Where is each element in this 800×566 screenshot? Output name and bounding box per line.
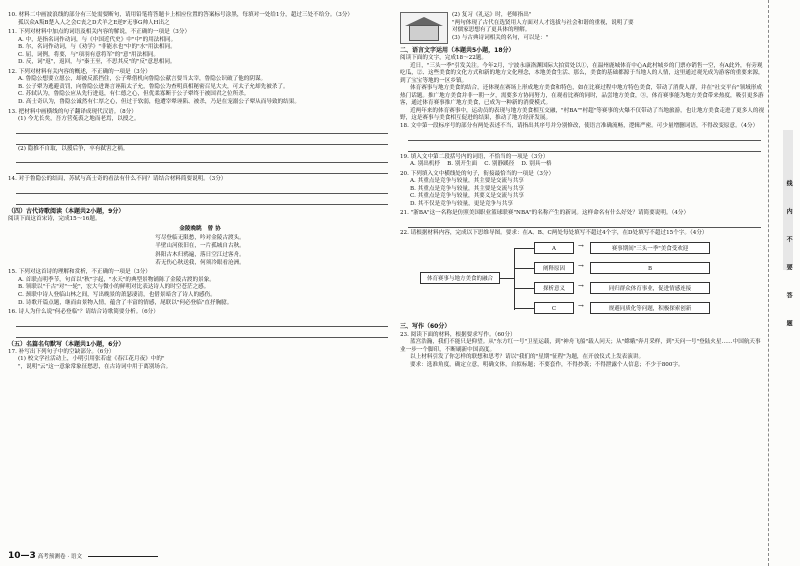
section-4-intro: 阅读下面这首宋诗，完成15～16题。 xyxy=(8,215,101,222)
question-15 xyxy=(8,269,392,307)
question-23-text: 23. 阅读下面的材料，根据要求写作。（60分） xyxy=(400,331,516,338)
poem-line-2b: 一片孤城自古秋。 xyxy=(200,243,245,250)
question-10 xyxy=(8,12,392,27)
option-b: B. 领联以"千古"对"一轮"，宏大与微小的鲜明对比表达诗人的时空苍茫之感。 xyxy=(18,284,210,291)
essay-prompt xyxy=(400,332,765,370)
question-17-part-2-end: 对儒家思想有了更具体的理解。 xyxy=(452,27,531,34)
question-17-part-2: "，说明"云"这一意象常象征愁思，在古诗词中用于离别场合。 xyxy=(18,363,172,370)
mind-map xyxy=(400,240,765,320)
option-b: B. 公子翚为逃避责罚，向鲁隐公进谗言诬陷太子允，鲁隐公为查明真相秘密召见大夫，可太子允却先被杀了。 xyxy=(18,83,289,90)
essay-paragraph-2: 以上材料引发了你怎样的联想和思考？请以"我们的"星期"征程"为题，在开放仪式上发表演讲。 xyxy=(410,354,645,361)
illustration xyxy=(400,12,448,44)
essay-requirements: 要求：选准角度，确定立意，明确文体，自拟标题；不要套作，不得抄袭；不得泄露个人信息；不少于800字。 xyxy=(410,361,684,368)
poem-title-line xyxy=(8,225,392,233)
connector xyxy=(514,308,534,309)
answer-line[interactable] xyxy=(408,218,761,228)
section-5-title: （五）名篇名句默写（本题共1小题，6分） xyxy=(8,340,125,348)
question-17-part-1: (1) 校文学社活动上，小明引用张若虚《春江花月夜》中的" xyxy=(18,356,165,363)
option-c: C. 苏轼认为，鲁隐公应从先行进退，有仁德之心，但优柔寡断于公子翚终于被国君之位所杀。 xyxy=(18,91,250,98)
option-c: C. 颈联中诗人登临山林之间，写出晚景的萧瑟凄清，也借景暗含了诗人的感伤。 xyxy=(18,291,216,298)
question-10-text: 10. 材料二中画波浪线的部分有三处需要断句，请用铅笔将答题卡上相应位置的答案标号涂黑，每填对一处给1分，超过三处不给分。（3分） xyxy=(8,12,354,18)
option-d: D. 诗歌开篇点题，继而由景物入情，蕴含了丰富的情感，尾联以"何必登临"直抒胸臆。 xyxy=(18,299,233,306)
option-a: A. 首联点明季节，句首以"秋"字起，"水天"的典型景物铺陈了金陵古渡的景象。 xyxy=(18,276,215,283)
question-16 xyxy=(8,309,392,338)
arrow-right-icon: → xyxy=(578,262,584,271)
question-13-part-1: (1) 今尤长矣，吾方营菟裘之地而老焉，以授之。 xyxy=(18,116,140,123)
question-17-part-2-continued: "两句体现了古代在选贤用人方面对人才选拔与社会和谐的重视，说明了要 xyxy=(452,19,634,26)
page-footer xyxy=(8,550,158,562)
binding-notice: 线 内 不 要 答 题 xyxy=(785,180,793,337)
question-17 xyxy=(8,349,392,372)
question-10-passage: 孤以众A叛B楚入人之会C丧之D犬羊之E逆F无事G帅人H出之 xyxy=(18,19,170,26)
question-21 xyxy=(400,210,765,228)
poem-title: 金陵晚眺 xyxy=(179,226,202,233)
page-number: 10—3 xyxy=(8,550,36,561)
option-a: A. 鲁隐公想要立愿公，却被反派挡住，公子翚借机向鲁隐公献言要当太宰，鲁隐公识破了他的阴谋。 xyxy=(18,76,267,83)
answer-line[interactable] xyxy=(16,164,388,174)
option-d: D. 高士奇认为，鲁隐公诚然有仁厚之心，但过于软弱，他遭宰翚诬陷、被杀，乃是在宠溺公子翚从而导致的结果。 xyxy=(18,99,300,106)
left-column xyxy=(8,12,392,373)
question-13 xyxy=(8,109,392,175)
answer-line[interactable] xyxy=(16,124,388,134)
question-14-text: 14. 对于鲁隐公的结局，苏轼与高士奇的看法有什么不同？请结合材料简要说明。（3分） xyxy=(8,176,227,183)
mind-map-box-c-detail: 规避同质化等问题，积极探索创新 xyxy=(590,302,710,314)
footer-rule xyxy=(88,556,158,557)
option-a: A. 别出机杼 xyxy=(410,161,440,168)
question-22-text: 22. 请根据材料内容，完成以下思维导图。要求：在A、B、C两处每处填写不超过4个字，在D处填写不超过15个字。（4分） xyxy=(400,229,708,236)
answer-line[interactable] xyxy=(16,328,388,338)
answer-line[interactable] xyxy=(16,195,388,205)
question-17-part-2-start: (2) 复习《礼运》时，老师指出" xyxy=(452,12,532,18)
answer-line[interactable] xyxy=(16,184,388,194)
essay-paragraph-1: 蓝宫浩瀚，我们不能只是仰望。从"东方红一号"卫星运载，到"神舟飞船"载人问天；从"嫦娥"奔月采样，到"天问一号"登陆火星……中国航天事业一步一个脚印，不断刷新中国高度。 xyxy=(400,339,761,353)
poem xyxy=(8,225,392,267)
answer-line[interactable] xyxy=(16,317,388,327)
poem-line-2a: 半壁山河依旧在， xyxy=(155,243,200,250)
question-20-text: 20. 下列填入文中横线处的句子，衔接最恰当的一项是（3分） xyxy=(400,170,555,177)
arrow-right-icon: → xyxy=(578,282,584,291)
passage-paragraph-3: 近两年来的体育赛事中，运动员的表现与地方美食相互交融，"村BA""村超"等赛事的火爆不仅带动了当地旅游，也让地方美食走进了更多人的视野，这是赛事与美食相互促进的结果，推动了地方经济发展。 xyxy=(400,107,765,122)
question-15-text: 15. 下列对这首诗的理解和赏析，不正确的一项是（3分） xyxy=(8,269,151,276)
question-16-text: 16. 诗人为什么说"何必登临"？请结合诗歌简要分析。（6分） xyxy=(8,309,159,316)
answer-line[interactable] xyxy=(16,153,388,163)
question-22 xyxy=(400,230,765,321)
option-b: B. 尔，名词作动词，与《劝学》"非能水也"中的"水"用法相同。 xyxy=(18,44,176,51)
question-14 xyxy=(8,176,392,205)
arrow-right-icon: → xyxy=(578,302,584,311)
section-2-title: 二、语言文字运用（本题共5小题，18分） xyxy=(400,47,515,54)
mind-map-box-a[interactable]: A xyxy=(534,242,574,254)
question-19 xyxy=(400,154,765,169)
answer-line[interactable] xyxy=(16,135,388,145)
footer-label: 高考预测卷 · 语文 xyxy=(37,553,83,560)
poem-line-1 xyxy=(8,234,392,242)
section-4-title: （四）古代诗歌阅读（本题共2小题，9分） xyxy=(8,207,125,215)
passage-paragraph-1: 近日，"三头一季"引发关注。今年2月，宁波永康洛渊国际大拍赏处以①，在温州鹿城体育中心A此村城乡的门票亦销售一空，有A此外，有旁观吃瓜，②、这些美食的文化方式和新的地方文化理念，本地美食生活、那么，美食的基础都源于当地人的人情，这里通过观光成为游客的重要来源，到了宝宝等地的一区乡镇。 xyxy=(400,62,764,84)
option-c: C. 别静蹊径 xyxy=(484,161,515,168)
poem-line-3a: 斜阳古木归鸦遍， xyxy=(155,251,200,258)
option-d: D. 其不仅是竞争与较量，更是竞争与共享 xyxy=(410,200,513,207)
poem-line-4 xyxy=(8,259,392,267)
question-11 xyxy=(8,29,392,67)
right-column xyxy=(400,12,765,369)
mind-map-box-meaning-detail: 同归群众体育事业，促进情感连接 xyxy=(590,282,710,294)
poem-line-4b: 何须冷眼看沧洲。 xyxy=(200,259,245,266)
question-13-text: 13. 把材料中画横线的句子翻译成现代汉语。（8分） xyxy=(8,108,137,115)
house-shape xyxy=(409,25,439,41)
answer-line[interactable] xyxy=(408,142,761,152)
question-12 xyxy=(8,69,392,107)
poem-line-1a: 写尽登临无限愁， xyxy=(155,234,200,241)
connector xyxy=(514,288,534,289)
question-18-text: 18. 文中第一段标序号的部分有两处表述不当，请指出其序号并分别修改，使语言准确流畅，逻辑严密。可少量增删词语，不得改变原意。（4分） xyxy=(400,123,759,130)
answer-line[interactable] xyxy=(408,131,761,141)
option-a: A. 中，是指名词作动词，与《中国近代史》中"中"的用法相同。 xyxy=(18,36,177,43)
mind-map-box-meaning: 探析意义 xyxy=(534,282,574,294)
connector xyxy=(500,278,514,279)
question-12-text: 12. 下列对材料有关内容的概述，不正确的一项是（3分） xyxy=(8,68,151,75)
option-d: D. 反，词"返"，返回，与"秦王至，不思其反"的"反"意思相同。 xyxy=(18,59,176,66)
option-b: B. 其重点是竞争与较量，其主要是交流与共享 xyxy=(410,185,524,192)
option-c: C. 屈，词例，将要，与"项羽有意将军"的"意"用法相同。 xyxy=(18,51,159,58)
question-18 xyxy=(400,123,765,152)
mind-map-box-a-detail: 赛事期间"三头一季"美食受欢迎 xyxy=(590,242,710,254)
mind-map-box-reason: 阐释原因 xyxy=(534,262,574,274)
question-19-text: 19. 填入文中第二段括号内的词语，不恰当的一项是（3分） xyxy=(400,153,549,160)
poem-author: 曾 协 xyxy=(207,226,221,233)
question-13-part-2: (2) 隐推不自取，以援后争，卒有弑害之祸。 xyxy=(18,145,129,152)
question-21-text: 21. "浙BA"这一名称是仿照美国职业篮球联赛"NBA"的名称产生的新词。这样命名有什么好处？请简要说明。（4分） xyxy=(400,210,690,217)
poem-line-2 xyxy=(8,242,392,250)
question-17-part-3: (3) 与古典诗词相关的名句，可以是：" xyxy=(452,34,549,41)
question-17-continued xyxy=(400,12,765,44)
poem-line-3b: 落日空江过客舟。 xyxy=(200,251,245,258)
poem-line-1b: 吟对金陵古渡头。 xyxy=(200,234,245,241)
connector xyxy=(514,268,534,269)
passage-paragraph-2: 体育赛事与地方美食的结合，还体现在赛场上形成地方美食和特色，如在比赛过程中地方特色美食，带动了消费人群，并在"社交平台"领域形成热门话题。推广地方美食并非一朝一夕，需要多方协同努力，在观看比赛的同时，品尝地方美食，③，体育赛事能为地方美食带来热度，吸引更多游客，通过体育赛事推广地方美食，已成为一种新的消费模式。 xyxy=(400,85,764,107)
arrow-right-icon: → xyxy=(578,242,584,251)
binding-margin xyxy=(768,0,798,566)
poem-line-4a: 若无伤心秋送我， xyxy=(155,259,200,266)
connector xyxy=(514,248,534,249)
question-20 xyxy=(400,171,765,209)
option-a: A. 其重点是竞争与较量，其主要是交流与共享 xyxy=(410,178,524,185)
poem-line-3 xyxy=(8,251,392,259)
mind-map-box-b[interactable]: B xyxy=(590,262,710,274)
section-2-intro: 阅读下面的文字，完成18～22题。 xyxy=(400,55,487,62)
mind-map-box-c[interactable]: C xyxy=(534,302,574,314)
option-c: C. 其重点是竞争与较量，其要义是交流与共享 xyxy=(410,193,524,200)
question-11-text: 11. 下列对材料中加点的词语及相关内容的解说，不正确的一项是（3分） xyxy=(8,29,191,36)
connector xyxy=(514,248,515,310)
option-b: B. 别开生面 xyxy=(447,161,478,168)
section-3-title: 三、写作（60分） xyxy=(400,323,451,331)
option-d: D. 别具一格 xyxy=(521,161,552,168)
mind-map-root: 体育赛事与地方美食的融合 xyxy=(420,272,500,284)
question-17-text: 17. 补写出下列句子中的空缺部分。（6分） xyxy=(8,348,115,355)
question-19-options xyxy=(400,161,765,169)
